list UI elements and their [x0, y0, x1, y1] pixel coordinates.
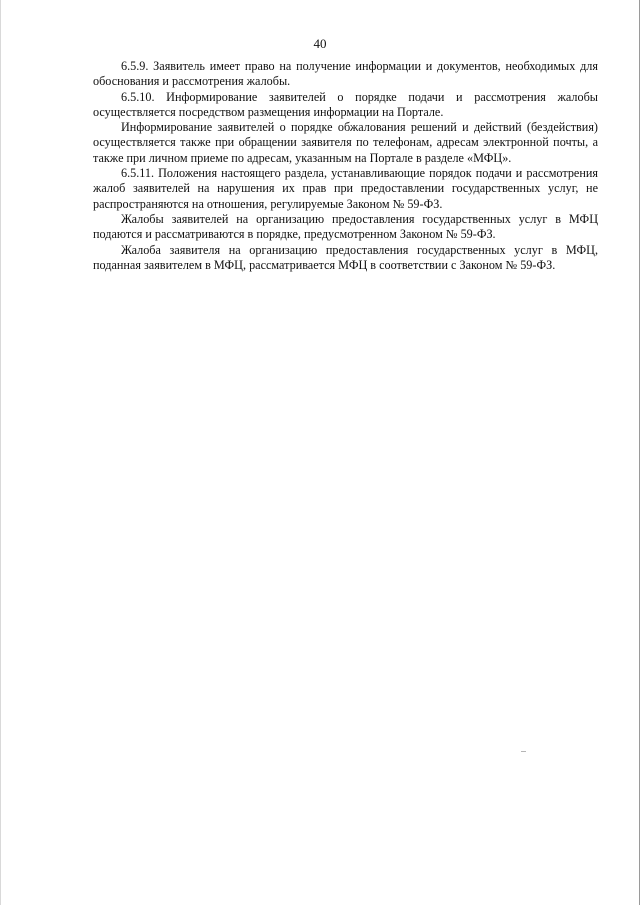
paragraph-mfc-review: Жалоба заявителя на организацию предоставления государственных услуг в МФЦ, поданная заявителем в МФЦ, рассматривается МФЦ в соответствии с Законом № 59-ФЗ.: [93, 242, 598, 272]
paragraph-6-5-11: 6.5.11. Положения настоящего раздела, устанавливающие порядок подачи и рассмотрения жалоб заявителей на нарушения их прав при предоставлении государственных услуг, не распространяются на отношения, регулируемые Законом № 59-ФЗ.: [93, 166, 598, 211]
scan-speck: [521, 751, 526, 752]
scan-left-edge: [0, 0, 1, 905]
paragraph-6-5-9: 6.5.9. Заявитель имеет право на получение информации и документов, необходимых для обоснования и рассмотрения жалобы.: [93, 59, 598, 89]
paragraph-6-5-10: 6.5.10. Информирование заявителей о порядке подачи и рассмотрения жалобы осуществляется посредством размещения информации на Портале.: [93, 89, 598, 119]
page-number: 40: [313, 36, 327, 51]
paragraph-mfc-complaints: Жалобы заявителей на организацию предоставления государственных услуг в МФЦ подаются и рассматриваются в порядке, предусмотренном Законом № 59-ФЗ.: [93, 211, 598, 242]
paragraph-informing-appeal: Информирование заявителей о порядке обжалования решений и действий (бездействия) осуществляется также при обращении заявителя по телефонам, адресам электронной почты, а также при личном приеме по адресам, указанным на Портале в разделе «МФЦ».: [93, 120, 598, 165]
document-body: [93, 59, 598, 273]
